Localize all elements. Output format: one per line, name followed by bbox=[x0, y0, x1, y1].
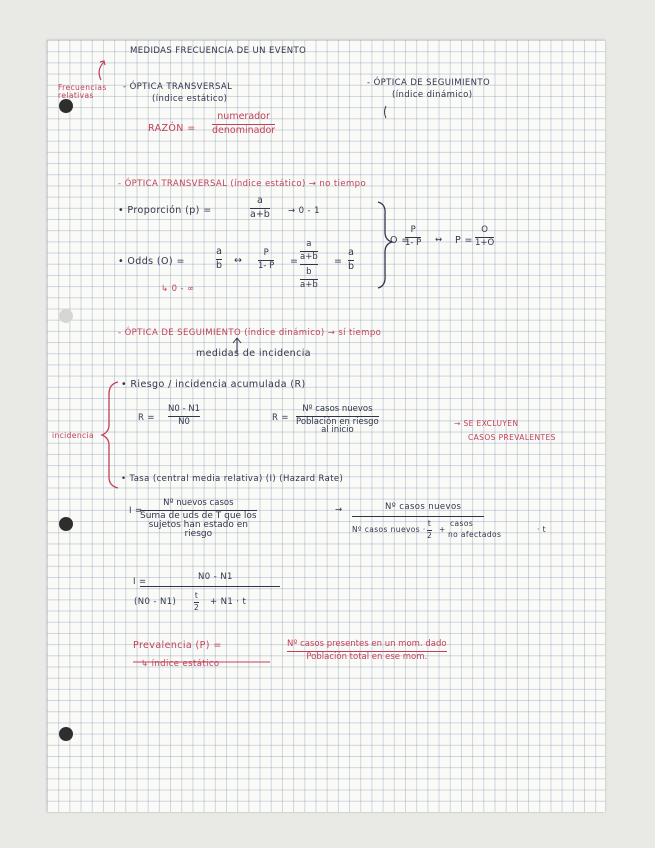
i3-t: t bbox=[194, 591, 198, 600]
i2-no-afectados: no afectados bbox=[448, 530, 502, 539]
odds-final-a: a bbox=[348, 247, 354, 258]
odds-final-a-over-b bbox=[348, 248, 354, 271]
odds-b: b bbox=[216, 259, 223, 271]
section-transversal-heading: - ÓPTICA TRANSVERSAL (índice estático) → no tiempo bbox=[118, 179, 367, 189]
razon-fraction bbox=[212, 112, 275, 135]
prev-denominator: Población total en ese mom. bbox=[306, 651, 428, 662]
i2-numerator: Nº casos nuevos bbox=[385, 502, 462, 512]
o-equals-fraction bbox=[405, 226, 421, 247]
r2-denominator-2: al inicio bbox=[321, 425, 354, 435]
optica-transversal: - ÓPTICA TRANSVERSAL bbox=[123, 82, 233, 92]
razon-denominator: denominador bbox=[212, 124, 276, 136]
i2-t-over-2 bbox=[427, 520, 432, 539]
i3-t-over-2 bbox=[194, 592, 199, 611]
prop-denominator: a+b bbox=[250, 208, 270, 220]
i3-2: 2 bbox=[194, 602, 199, 612]
big-num-a: a bbox=[306, 239, 312, 249]
i1-fraction bbox=[140, 499, 257, 539]
prevalencia-label: Prevalencia (P) = bbox=[133, 640, 222, 651]
p-o: O bbox=[481, 225, 488, 235]
proporcion-fraction bbox=[250, 196, 270, 219]
i2-den-a: Nº casos nuevos · bbox=[352, 525, 426, 534]
r-eq-2: R = bbox=[272, 413, 289, 423]
i3-numerator: N0 - N1 bbox=[198, 572, 233, 582]
i2-plus: + bbox=[439, 525, 446, 534]
big-den-ab: a+b bbox=[300, 279, 318, 290]
r-eq-1: R = bbox=[138, 413, 155, 423]
odds-1p: 1- P bbox=[258, 260, 275, 271]
odds-a: a bbox=[216, 246, 222, 257]
p-equals-fraction bbox=[475, 226, 494, 247]
odds-arrow-1: ↔ bbox=[234, 255, 243, 266]
optica-seguimiento: - ÓPTICA DE SEGUIMIENTO bbox=[367, 78, 491, 88]
prev-numerator: Nº casos presentes en un mom. dado bbox=[287, 639, 447, 649]
section-seguimiento-heading: - ÓPTICA DE SEGUIMIENTO (índice dinámico) → sí tiempo bbox=[118, 328, 382, 338]
o-eq-label: O = bbox=[390, 235, 410, 246]
i3-fraction-bar bbox=[140, 586, 280, 587]
big-den-b: b bbox=[306, 267, 312, 277]
i1-den-1: Suma de uds de T que los bbox=[140, 510, 257, 521]
o-1p: 1- P bbox=[405, 237, 422, 248]
odds-final-b: b bbox=[348, 260, 355, 272]
prevalencia-fraction bbox=[287, 640, 447, 661]
i-arrow: → bbox=[335, 505, 343, 515]
p-eq-label: P = bbox=[455, 235, 473, 246]
prevalencia-subnote: ↳ índice estático bbox=[141, 659, 220, 669]
razon-numerator: numerador bbox=[217, 111, 270, 122]
tasa-label: • Tasa (central media relativa) (I) (Hazard Rate) bbox=[121, 474, 344, 484]
i2-dot-t: · t bbox=[537, 525, 546, 534]
p-1o: 1+O bbox=[475, 237, 495, 248]
i-eq-2: I = bbox=[133, 577, 147, 587]
i1-numerator: Nº nuevos casos bbox=[163, 498, 234, 508]
odds-eq-1: = bbox=[290, 256, 299, 267]
proporcion-label: • Proporción (p) = bbox=[118, 205, 212, 216]
margin-label-frecuencias: Frecuencias relativas bbox=[58, 83, 107, 101]
i1-den-2: sujetos han estado en bbox=[148, 519, 249, 530]
odds-big-fraction bbox=[300, 240, 318, 289]
i1-den-3: riesgo bbox=[184, 528, 213, 539]
r1-denominator: N0 bbox=[178, 416, 190, 427]
page-title: MEDIDAS FRECUENCIA DE UN EVENTO bbox=[130, 46, 307, 56]
medidas-incidencia: medidas de incidencia bbox=[196, 348, 311, 359]
odds-p: P bbox=[263, 248, 269, 258]
odds-range: ↳ 0 - ∞ bbox=[161, 284, 195, 294]
i2-2: 2 bbox=[427, 530, 432, 540]
incidencia-margin-label: incidencia bbox=[52, 431, 94, 440]
big-num-ab: a+b bbox=[300, 251, 318, 262]
i2-t: t bbox=[427, 519, 431, 528]
prop-numerator: a bbox=[256, 195, 263, 206]
razon-label: RAZÓN = bbox=[148, 123, 196, 134]
odds-p-over-1p bbox=[258, 249, 274, 270]
r1-numerator: N0 - N1 bbox=[168, 404, 201, 414]
i2-casos: casos bbox=[450, 519, 474, 528]
indice-estatico: (índice estático) bbox=[152, 94, 228, 104]
i-eq-1: I = bbox=[129, 506, 143, 516]
riesgo-label: • Riesgo / incidencia acumulada (R) bbox=[121, 379, 306, 390]
odds-a-over-b bbox=[216, 247, 222, 270]
r2-numerator: Nº casos nuevos bbox=[302, 404, 373, 414]
odds-label: • Odds (O) = bbox=[118, 256, 185, 267]
r1-fraction bbox=[168, 405, 200, 426]
i2-fraction-bar bbox=[352, 516, 484, 517]
se-excluyen: → SE EXCLUYEN bbox=[454, 419, 519, 428]
odds-eq-2: = bbox=[334, 256, 343, 267]
r2-denominator: Población en riesgo bbox=[296, 416, 379, 427]
casos-prevalentes: CASOS PREVALENTES bbox=[468, 433, 556, 442]
r2-fraction bbox=[296, 405, 379, 435]
proporcion-range: → 0 - 1 bbox=[288, 206, 320, 216]
o-p: P bbox=[410, 225, 416, 235]
o-p-arrow: ↔ bbox=[435, 235, 443, 245]
i3-den-a: (N0 - N1) bbox=[134, 597, 177, 607]
indice-dinamico: (índice dinámico) bbox=[392, 90, 473, 100]
i3-den-b: + N1 · t bbox=[210, 597, 247, 607]
